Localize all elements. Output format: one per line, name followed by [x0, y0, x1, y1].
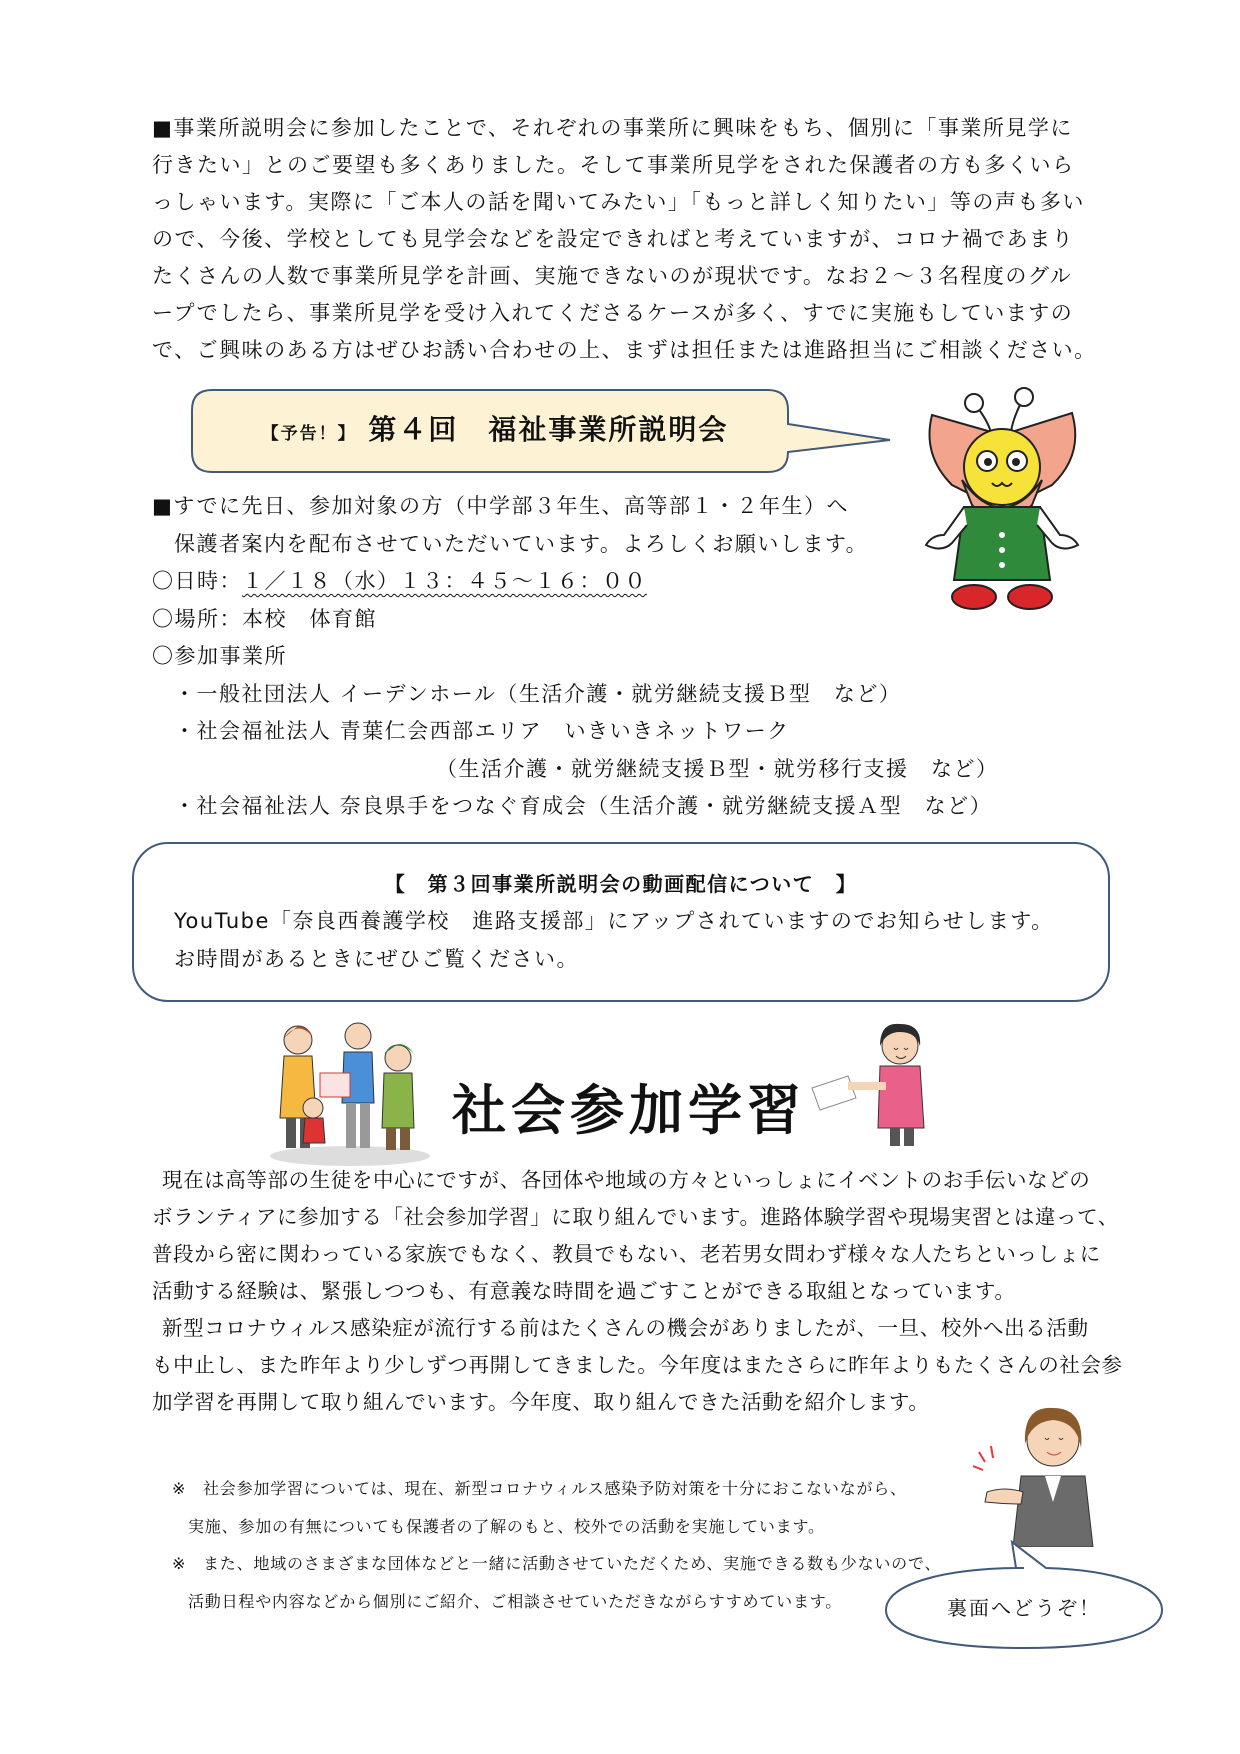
participant-item: （生活介護・就労継続支援Ｂ型・就労移行支援 など）: [436, 756, 999, 781]
intro-line: ■事業所説明会に参加したことで、それぞれの事業所に興味をもち、個別に「事業所見学に: [152, 116, 1073, 140]
participant-item: ・社会福祉法人 青葉仁会西部エリア いきいきネットワーク: [174, 719, 790, 743]
date-value: １／１８（水）１３：４５～１６：００: [242, 569, 647, 593]
note-line: ※ 社会参加学習については、現在、新型コロナウィルス感染予防対策を十分におこないながら、: [172, 1479, 907, 1498]
section-paragraph: [152, 1162, 1123, 1421]
intro-line: 行きたい」とのご要望も多くありました。そして事業所見学をされた保護者の方も多くいら: [152, 153, 1075, 177]
intro-line: ープでしたら、事業所見学を受け入れてくださるケースが多く、すでに実施もしていますの: [152, 301, 1074, 325]
announcement-title: [190, 408, 800, 448]
section-line: も中止し、また昨年より少しずつ再開してきました。今年度はまたさらに昨年よりもたくさんの社会参: [152, 1353, 1123, 1377]
event-line: 保護者案内を配布させていただいています。よろしくお願いします。: [174, 531, 869, 556]
event-place: 〇場所：本校 体育館: [152, 606, 377, 631]
section-title: 社会参加学習: [452, 1079, 806, 1142]
participants-label: 〇参加事業所: [152, 644, 287, 668]
announcement-heading: 第４回 福祉事業所説明会: [368, 413, 729, 446]
announcement-bubble: [190, 388, 800, 474]
section-line: 加学習を再開して取り組んでいます。今年度、取り組んできた活動を紹介します。: [152, 1390, 930, 1414]
section-line: 普段から密に関わっている家族でもなく、教員でもない、老若男女問わず様々な人たちといっしょに: [152, 1242, 1101, 1266]
note-line: 活動日程や内容などから個別にご紹介、ご相談させていただきながらすすめています。: [188, 1591, 843, 1611]
callout-text: 裏面へどうぞ！: [947, 1596, 1101, 1620]
video-box-body: [174, 902, 1054, 978]
section-line: 活動する経験は、緊張しつつも、有意義な時間を過ごすことができる取組となっています。: [152, 1279, 1016, 1303]
intro-paragraph: [152, 110, 1097, 369]
video-box-heading: 【 第３回事業所説明会の動画配信について 】: [384, 872, 858, 896]
event-date: [152, 563, 1052, 601]
intro-line: ので、今後、学校としても見学会などを設定できればと考えていますが、コロナ禍であまり: [152, 227, 1075, 251]
notes: [172, 1470, 941, 1620]
participant-item: ・一般社団法人 イーデンホール（生活介護・就労継続支援Ｂ型 など）: [174, 681, 902, 706]
event-info: [152, 488, 1052, 826]
family-illustration-icon: [268, 1018, 433, 1168]
woman-presenting-icon: [965, 1392, 1110, 1547]
participant-item: ・社会福祉法人 奈良県手をつなぐ育成会（生活介護・就労継続支援Ａ型 など）: [174, 794, 993, 818]
section-line: ボランティアに参加する「社会参加学習」に取り組んでいます。進路体験学習や現場実習とは違って、: [152, 1205, 1119, 1229]
girl-illustration-icon: [808, 1018, 938, 1148]
section-line: 新型コロナウィルス感染症が流行する前はたくさんの機会がありましたが、一旦、校外へ出る活動: [162, 1316, 1089, 1340]
intro-line: っしゃいます。実際に「ご本人の話を聞いてみたい」「もっと詳しく知りたい」等の声も多い: [152, 190, 1085, 214]
video-box-line: お時間があるときにぜひご覧ください。: [174, 947, 579, 971]
note-line: ※ また、地域のさまざまな団体などと一緒に活動させていただくため、実施できる数も少ないので、: [172, 1554, 942, 1573]
intro-line: たくさんの人数で事業所見学を計画、実施できないのが現状です。なお２～３名程度のグル: [152, 264, 1073, 288]
section-line: 現在は高等部の生徒を中心にですが、各団体や地域の方々といっしょにイベントのお手伝いなどの: [162, 1168, 1091, 1192]
video-box-line: YouTube「奈良西養護学校 進路支援部」にアップされていますのでお知らせします。: [174, 909, 1054, 933]
announcement-prefix: 【予告！】: [261, 424, 357, 444]
date-label: 〇日時：: [152, 569, 242, 593]
event-line: ■すでに先日、参加対象の方（中学部３年生、高等部１・２年生）へ: [152, 494, 849, 518]
callout-bubble: [884, 1540, 1164, 1650]
intro-line: で、ご興味のある方はぜひお誘い合わせの上、まずは担任または進路担当にご相談ください。: [152, 338, 1097, 362]
note-line: 実施、参加の有無についても保護者の了解のもと、校外での活動を実施しています。: [188, 1516, 825, 1536]
video-info-box: [132, 842, 1110, 1002]
